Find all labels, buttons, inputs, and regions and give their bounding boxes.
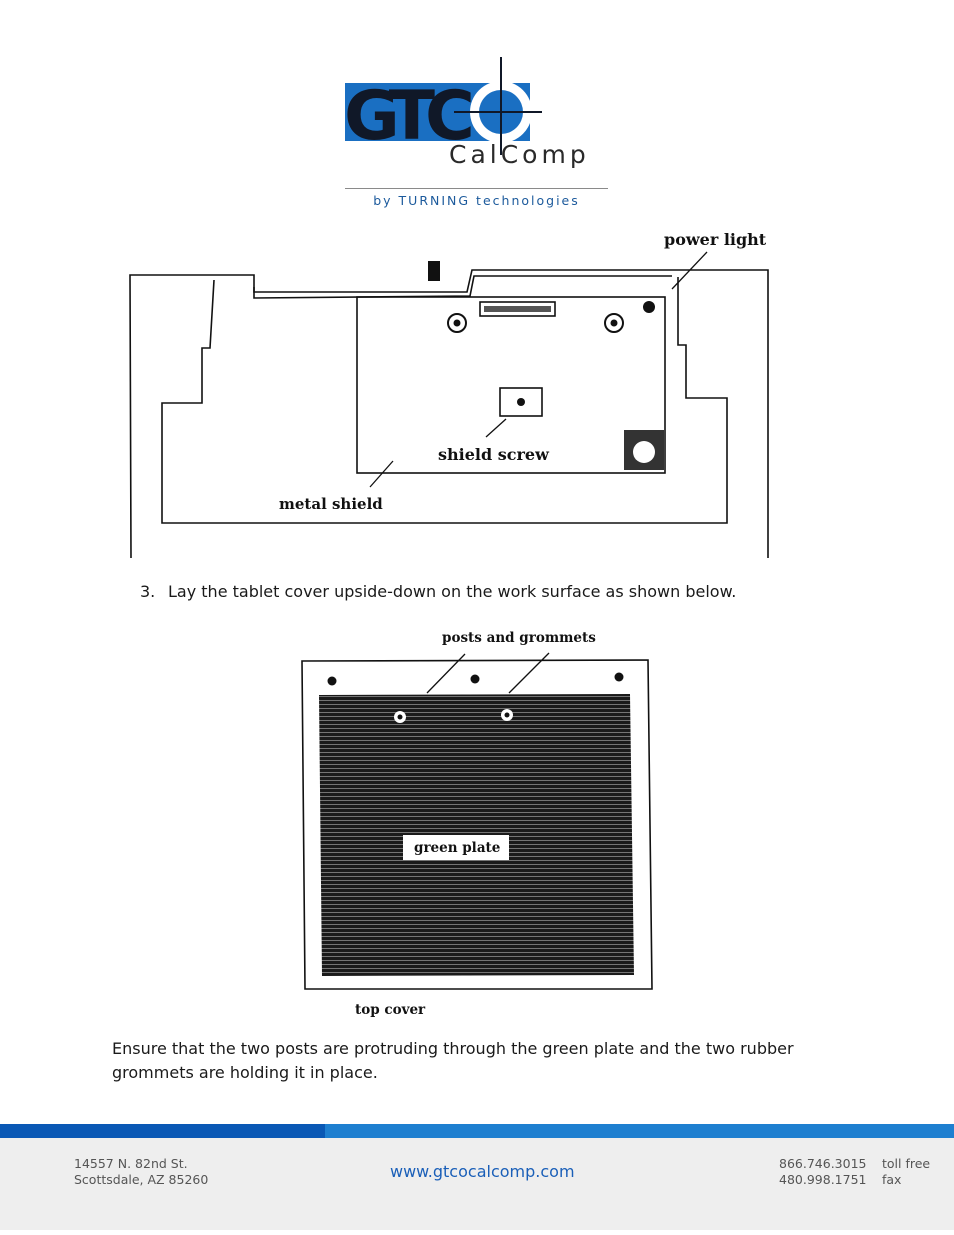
- footer-accent-bar-dark: [0, 1124, 325, 1138]
- footer-accent-bar-light: [325, 1124, 954, 1138]
- footer-website-link[interactable]: www.gtcocalcomp.com: [390, 1162, 575, 1181]
- phone-fax: 480.998.1751: [779, 1172, 867, 1187]
- logo-tagline: by TURNING technologies: [373, 193, 580, 208]
- logo-divider: [345, 188, 608, 189]
- footer-phones: [779, 1156, 866, 1188]
- instruction-paragraph: Ensure that the two posts are protruding through the green plate and the two rubber grommets are holding it in place.: [112, 1039, 794, 1082]
- step-text: Lay the tablet cover upside-down on the work surface as shown below.: [168, 582, 737, 601]
- svg-text:GTC: GTC: [344, 77, 465, 155]
- label-posts-and-grommets: posts and grommets: [442, 630, 596, 646]
- label-toll-free: toll free: [882, 1156, 931, 1171]
- label-metal-shield: metal shield: [279, 495, 383, 513]
- label-top-cover: top cover: [355, 1002, 426, 1018]
- label-power-light: power light: [664, 230, 767, 249]
- step-3: [140, 582, 736, 601]
- top-cover-diagram: [295, 645, 660, 995]
- label-fax: fax: [882, 1172, 902, 1187]
- phone-toll-free: 866.746.3015: [779, 1156, 867, 1171]
- footer-bottom-edge: [0, 1230, 954, 1235]
- label-shield-screw: shield screw: [438, 445, 549, 464]
- address-line-2: Scottsdale, AZ 85260: [74, 1172, 209, 1187]
- label-green-plate: green plate: [414, 840, 501, 856]
- address-line-1: 14557 N. 82nd St.: [74, 1156, 188, 1171]
- footer-phone-labels: [882, 1156, 930, 1188]
- footer-address: [74, 1156, 208, 1188]
- tablet-interior-diagram: [120, 225, 800, 565]
- step-number: 3.: [140, 582, 156, 601]
- logo-subtitle: CalComp: [449, 140, 590, 169]
- company-logo: [344, 55, 614, 215]
